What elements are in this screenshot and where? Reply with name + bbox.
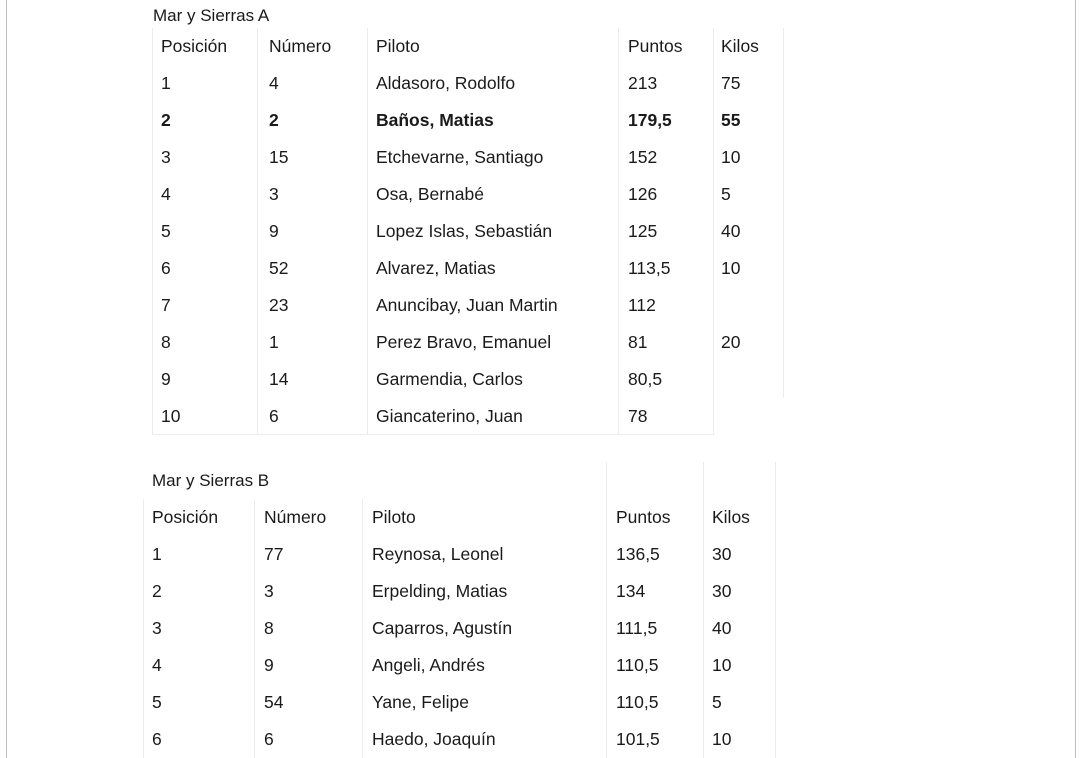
cell-posicion: 5	[152, 692, 162, 712]
cell-kilos: 40	[712, 618, 732, 638]
grid-line	[254, 499, 255, 758]
cell-kilos: 5	[721, 184, 731, 204]
cell-piloto: Reynosa, Leonel	[372, 544, 504, 564]
header-puntos: Puntos	[616, 507, 671, 527]
cell-piloto: Aldasoro, Rodolfo	[376, 73, 516, 93]
cell-puntos: 111,5	[616, 618, 658, 638]
header-numero: Número	[269, 36, 332, 56]
cell-numero: 15	[269, 147, 289, 167]
grid-line	[367, 28, 368, 434]
cell-piloto: Caparros, Agustín	[372, 618, 513, 638]
cell-piloto: Giancaterino, Juan	[376, 406, 523, 426]
grid-line	[618, 28, 619, 434]
cell-kilos: 10	[712, 729, 732, 749]
cell-puntos: 134	[616, 581, 646, 601]
cell-posicion: 4	[161, 184, 171, 204]
cell-numero: 77	[264, 544, 284, 564]
header-posicion: Posición	[161, 36, 228, 56]
cell-numero: 14	[269, 369, 289, 389]
cell-posicion: 2	[152, 581, 162, 601]
cell-puntos: 81	[628, 332, 648, 352]
header-piloto: Piloto	[372, 507, 416, 527]
cell-posicion: 9	[161, 369, 171, 389]
table-title: Mar y Sierras A	[153, 6, 270, 25]
cell-numero: 3	[269, 184, 279, 204]
cell-posicion: 1	[161, 73, 171, 93]
header-puntos: Puntos	[628, 36, 683, 56]
cell-puntos: 125	[628, 221, 658, 241]
cell-numero: 9	[264, 655, 274, 675]
cell-numero: 23	[269, 295, 289, 315]
cell-posicion: 6	[152, 729, 162, 749]
cell-piloto: Etchevarne, Santiago	[376, 147, 544, 167]
cell-piloto: Anuncibay, Juan Martin	[376, 295, 558, 315]
cell-numero: 8	[264, 618, 274, 638]
grid-line	[257, 28, 258, 434]
cell-puntos: 80,5	[628, 369, 663, 389]
grid-line	[362, 499, 363, 758]
table-title: Mar y Sierras B	[152, 471, 270, 490]
cell-puntos: 110,5	[616, 692, 659, 712]
cell-piloto: Alvarez, Matias	[376, 258, 496, 278]
cell-kilos: 75	[721, 73, 741, 93]
cell-posicion: 5	[161, 221, 171, 241]
cell-piloto: Yane, Felipe	[372, 692, 469, 712]
cell-numero: 6	[264, 729, 274, 749]
cell-posicion: 6	[161, 258, 171, 278]
cell-posicion: 1	[152, 544, 162, 564]
cell-puntos: 152	[628, 147, 658, 167]
cell-numero: 6	[269, 406, 279, 426]
header-numero: Número	[264, 507, 327, 527]
cell-puntos: 101,5	[616, 729, 660, 749]
cell-numero: 9	[269, 221, 279, 241]
header-kilos: Kilos	[712, 507, 750, 527]
cell-numero: 54	[264, 692, 284, 712]
cell-puntos: 113,5	[628, 258, 671, 278]
cell-numero: 52	[269, 258, 289, 278]
cell-posicion: 3	[161, 147, 171, 167]
cell-piloto: Perez Bravo, Emanuel	[376, 332, 552, 352]
header-piloto: Piloto	[376, 36, 420, 56]
cell-piloto: Erpelding, Matias	[372, 581, 508, 601]
cell-numero: 4	[269, 73, 279, 93]
page-border-left	[6, 0, 7, 758]
cell-numero: 3	[264, 581, 274, 601]
cell-kilos: 30	[712, 581, 732, 601]
cell-kilos: 10	[712, 655, 732, 675]
cell-puntos: 78	[628, 406, 648, 426]
cell-kilos: 30	[712, 544, 732, 564]
grid-line	[713, 28, 714, 434]
cell-piloto: Haedo, Joaquín	[372, 729, 496, 749]
cell-kilos: 40	[721, 221, 741, 241]
cell-posicion: 2	[161, 110, 171, 130]
cell-posicion: 10	[161, 406, 181, 426]
cell-piloto: Baños, Matias	[376, 110, 494, 130]
cell-posicion: 8	[161, 332, 171, 352]
grid-line	[775, 462, 776, 758]
cell-posicion: 4	[152, 655, 162, 675]
cell-posicion: 7	[161, 295, 171, 315]
grid-line	[783, 28, 784, 398]
cell-kilos: 10	[721, 147, 741, 167]
cell-kilos: 55	[721, 110, 741, 130]
cell-piloto: Garmendia, Carlos	[376, 369, 523, 389]
cell-puntos: 136,5	[616, 544, 660, 564]
cell-puntos: 112	[628, 295, 656, 315]
cell-puntos: 126	[628, 184, 658, 204]
cell-numero: 1	[269, 332, 279, 352]
grid-line	[152, 28, 153, 434]
grid-line	[143, 499, 144, 758]
cell-posicion: 3	[152, 618, 162, 638]
cell-kilos: 10	[721, 258, 741, 278]
grid-line	[703, 462, 704, 758]
cell-puntos: 179,5	[628, 110, 672, 130]
cell-piloto: Angeli, Andrés	[372, 655, 485, 675]
cell-piloto: Osa, Bernabé	[376, 184, 484, 204]
cell-piloto: Lopez Islas, Sebastián	[376, 221, 553, 241]
header-kilos: Kilos	[721, 36, 759, 56]
cell-kilos: 20	[721, 332, 741, 352]
header-posicion: Posición	[152, 507, 219, 527]
cell-numero: 2	[269, 110, 279, 130]
cell-puntos: 213	[628, 73, 658, 93]
cell-puntos: 110,5	[616, 655, 659, 675]
page-border-right	[1075, 0, 1076, 758]
grid-line	[606, 462, 607, 758]
cell-kilos: 5	[712, 692, 722, 712]
